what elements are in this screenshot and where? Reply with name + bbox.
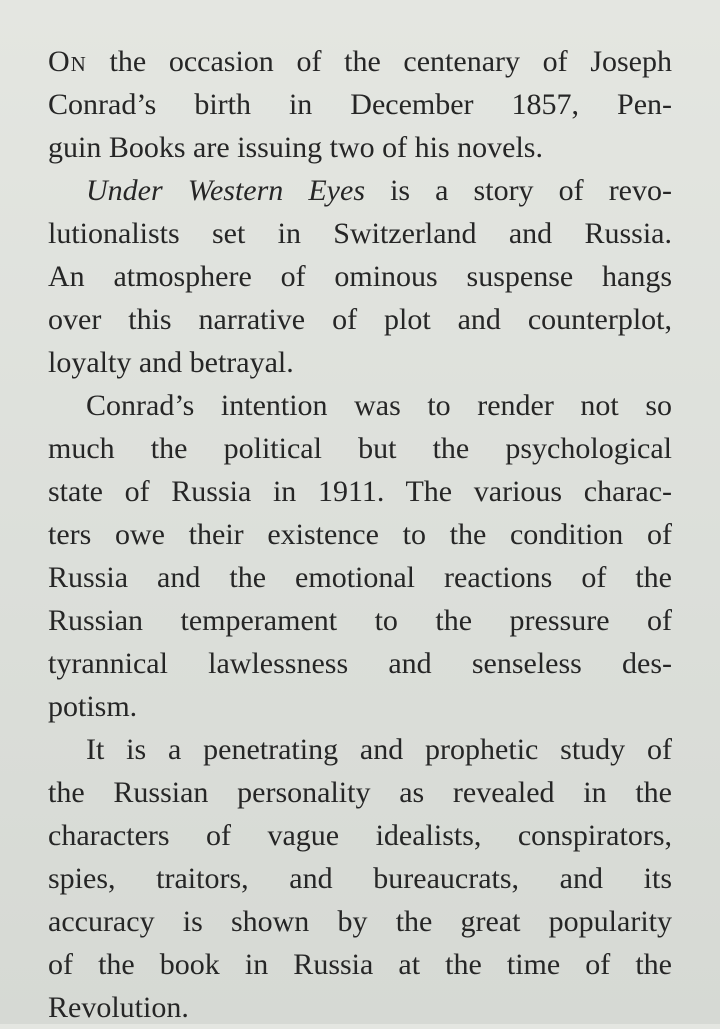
text-line: It is a penetrating and prophetic study of bbox=[86, 733, 672, 766]
text-line bbox=[48, 169, 672, 212]
paragraph-lead-word: On bbox=[48, 45, 87, 78]
text-line: the Russian personality as revealed in the bbox=[48, 776, 672, 809]
paragraph-prophetic-study bbox=[48, 728, 672, 1029]
paragraph-conrads-intention bbox=[48, 384, 672, 728]
text-line: Conrad’s birth in December 1857, Pen- bbox=[48, 88, 672, 121]
text-line: potism. bbox=[48, 690, 138, 723]
book-title: Under Western Eyes bbox=[86, 174, 365, 207]
paragraph-centenary bbox=[48, 40, 672, 169]
text-line: spies, traitors, and bureaucrats, and its bbox=[48, 862, 672, 895]
text-line: tyrannical lawlessness and senseless des- bbox=[48, 647, 672, 680]
text-line: Revolution. bbox=[48, 991, 189, 1024]
text-line: of the book in Russia at the time of the bbox=[48, 948, 672, 981]
text-line: Russian temperament to the pressure of bbox=[48, 604, 672, 637]
text-line: An atmosphere of ominous suspense hangs bbox=[48, 260, 672, 293]
text-line: Conrad’s intention was to render not so bbox=[86, 389, 672, 422]
text-line: characters of vague idealists, conspirators, bbox=[48, 819, 672, 852]
text-line: ters owe their existence to the condition of bbox=[48, 518, 672, 551]
text-fragment: the occasion of the centenary of Joseph bbox=[109, 45, 672, 78]
text-line: much the political but the psychological bbox=[48, 432, 672, 465]
text-line: state of Russia in 1911. The various charac- bbox=[48, 475, 672, 508]
book-blurb-page bbox=[48, 40, 672, 1024]
text-line: over this narrative of plot and counterplot, bbox=[48, 303, 672, 336]
text-line bbox=[48, 40, 672, 83]
paragraph-under-western-eyes bbox=[48, 169, 672, 384]
text-line: Russia and the emotional reactions of the bbox=[48, 561, 672, 594]
text-line: guin Books are issuing two of his novels. bbox=[48, 131, 543, 164]
text-line: loyalty and betrayal. bbox=[48, 346, 294, 379]
text-line: accuracy is shown by the great popularity bbox=[48, 905, 672, 938]
text-line: lutionalists set in Switzerland and Russia. bbox=[48, 217, 672, 250]
text-fragment: is a story of revo- bbox=[390, 174, 672, 207]
